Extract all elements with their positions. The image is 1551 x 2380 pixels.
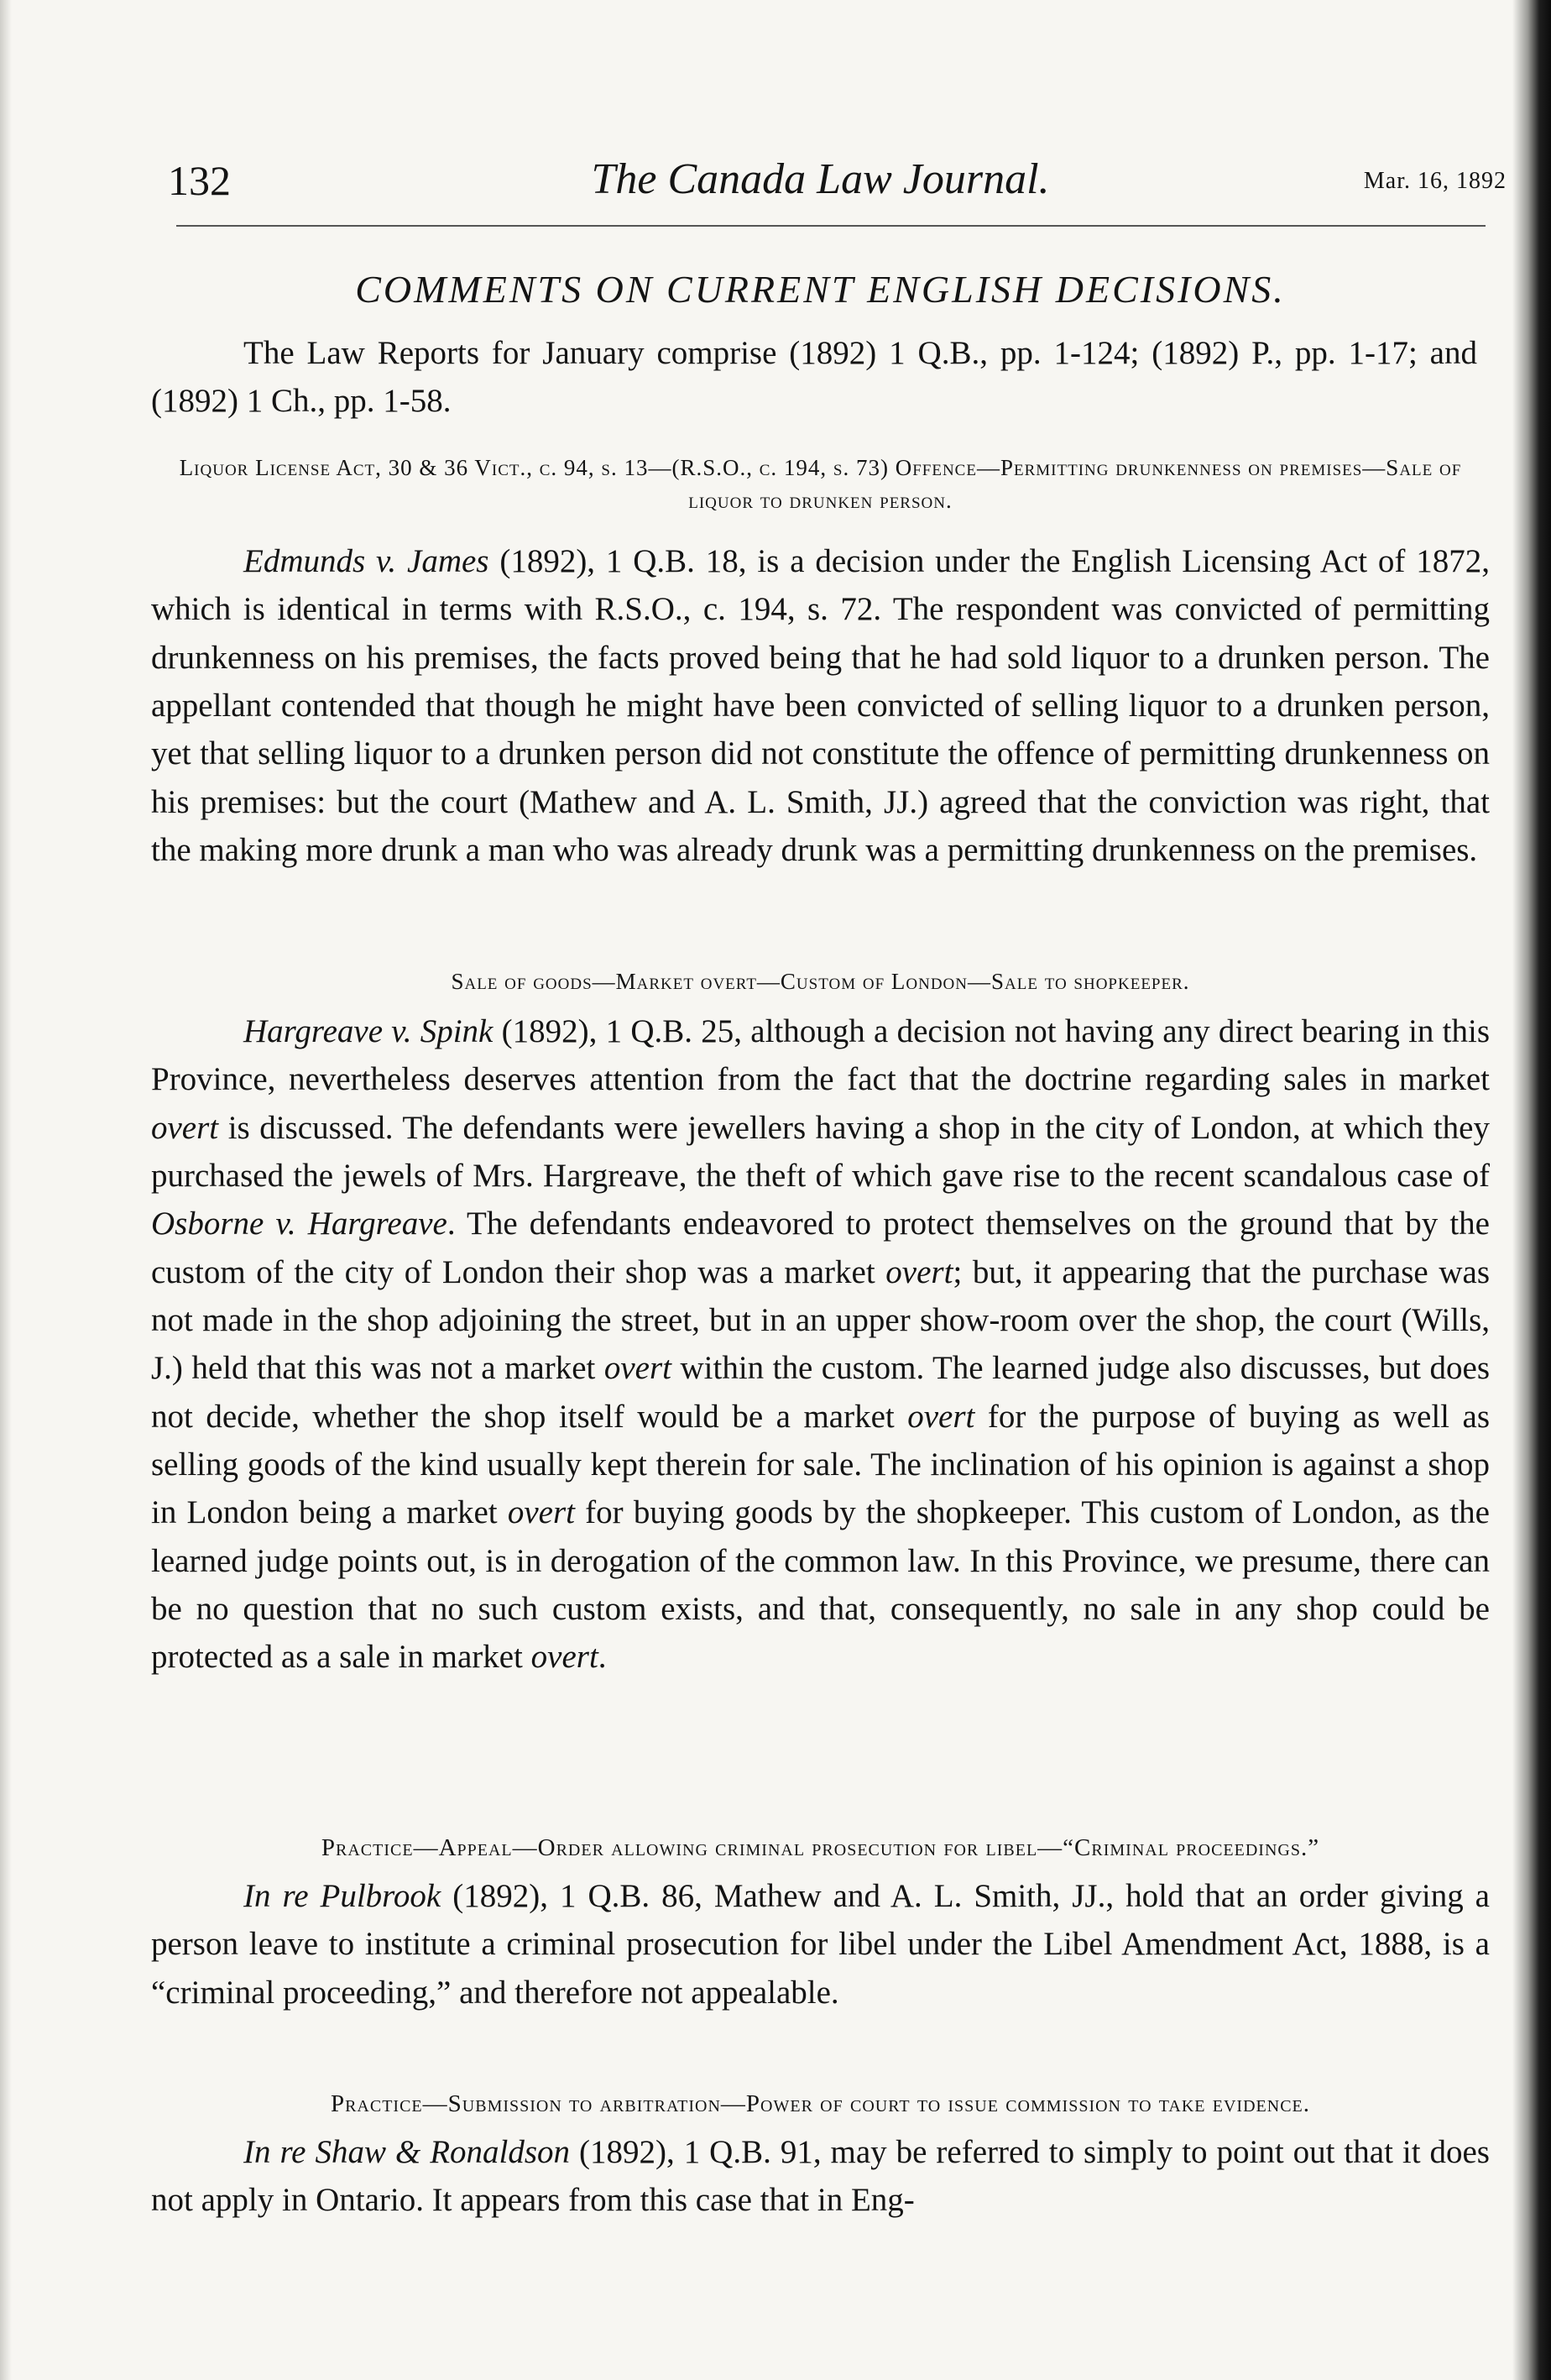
page-number: 132	[168, 157, 231, 204]
section-heading: Liquor License Act, 30 & 36 Vict., c. 94, s. 13—(R.S.O., c. 194, s. 73) Offence—Permitting drunkenness on premises—Sale of liquor to drunken person.	[179, 455, 1462, 514]
case-body: is discussed. The defendants were jewellers having a shop in the city of London, at which they purchased the jewels of Mrs. Hargreave, the theft of which gave rise to the recent scandalous case of	[151, 1109, 1490, 1194]
case-name: In re Shaw & Ronaldson	[243, 2134, 571, 2170]
page-edge-right	[1512, 0, 1551, 2380]
case-paragraph	[151, 1872, 1490, 2016]
case-body: .	[598, 1639, 607, 1676]
running-head	[151, 149, 1507, 208]
page-edge-left	[0, 0, 12, 2380]
section-heading: Practice—Appeal—Order allowing criminal prosecution for libel—“Criminal proceedings.”	[321, 1834, 1320, 1861]
case-citation: Osborne v. Hargreave	[151, 1206, 447, 1242]
case-paragraph	[151, 1007, 1490, 1682]
case-body: (1892), 1 Q.B. 91, may be referred to simply to point out that it does not apply in Ontario. It appears from this case that in Eng-	[151, 2134, 1490, 2219]
case-name: In re Pulbrook	[243, 1878, 441, 1914]
case-body: for buying goods by the shopkeeper. This custom of London, as the learned judge points out, is in derogation of the common law. In this Province, we presume, there can be no question that no such custom exists, and that, consequently, no sale in any shop could be protected as a sale in market	[151, 1494, 1490, 1676]
italic-term: overt	[507, 1494, 575, 1531]
italic-term: overt	[603, 1350, 672, 1387]
section-heading: Sale of goods—Market overt—Custom of London—Sale to shopkeeper.	[451, 969, 1190, 994]
case-body: within the custom. The learned judge also discusses, but does not decide, whether the shop itself would be a market	[151, 1350, 1490, 1435]
case-paragraph	[151, 537, 1490, 874]
issue-date: Mar. 16, 1892	[1363, 168, 1507, 194]
case-body: (1892), 1 Q.B. 86, Mathew and A. L. Smith, JJ., hold that an order giving a person leave to institute a criminal prosecution for libel under the Libel Amendment Act, 1888, is a “criminal proceeding,” and therefore not appealable.	[151, 1878, 1490, 2011]
case-body: (1892), 1 Q.B. 25, although a decision not having any direct bearing in this Province, nevertheless deserves attention from the fact that the doctrine regarding sales in market	[151, 1013, 1491, 1098]
case-body: for the purpose of buying as well as selling goods of the kind usually kept therein for sale. The inclination of his opinion is against a shop in London being a market	[151, 1398, 1490, 1531]
section-heading: Practice—Submission to arbitration—Power of court to issue commission to take evidence.	[330, 2090, 1311, 2117]
case-body: (1892), 1 Q.B. 18, is a decision under the English Licensing Act of 1872, which is identical in terms with R.S.O., c. 194, s. 72. The respondent was convicted of permitting drunkenness on his premises, the facts proved being that he had sold liquor to a drunken person. The appellant contended that though he might have been convicted of selling liquor to a drunken person, yet that selling liquor to a drunken person did not constitute the offence of permitting drunkenness on his premises: but the court (Mathew and A. L. Smith, JJ.) agreed that the conviction was right, that the making more drunk a man who was already drunk was a permitting drunkenness on the premises.	[151, 543, 1491, 868]
case-name: Hargreave v. Spink	[243, 1013, 494, 1049]
article-title: COMMENTS ON CURRENT ENGLISH DECISIONS.	[355, 268, 1286, 311]
case-body: ; but, it appearing that the purchase was not made in the shop adjoining the street, but in an upper show-room over the shop, the court (Wills, J.) held that this was not a market	[151, 1253, 1490, 1387]
italic-term: overt	[151, 1109, 219, 1146]
italic-term: overt	[530, 1639, 598, 1676]
journal-title: The Canada Law Journal.	[591, 155, 1050, 203]
case-name: Edmunds v. James	[243, 543, 489, 579]
header-rule	[176, 225, 1486, 227]
case-paragraph	[151, 2128, 1490, 2225]
intro-paragraph: The Law Reports for January comprise (1892) 1 Q.B., pp. 1-124; (1892) P., pp. 1-17; and (1892) 1 Ch., pp. 1-58.	[151, 335, 1477, 420]
italic-term: overt	[885, 1253, 953, 1290]
italic-term: overt	[907, 1398, 975, 1435]
case-body: . The defendants endeavored to protect themselves on the ground that by the custom of the city of London their shop was a market	[151, 1206, 1490, 1290]
